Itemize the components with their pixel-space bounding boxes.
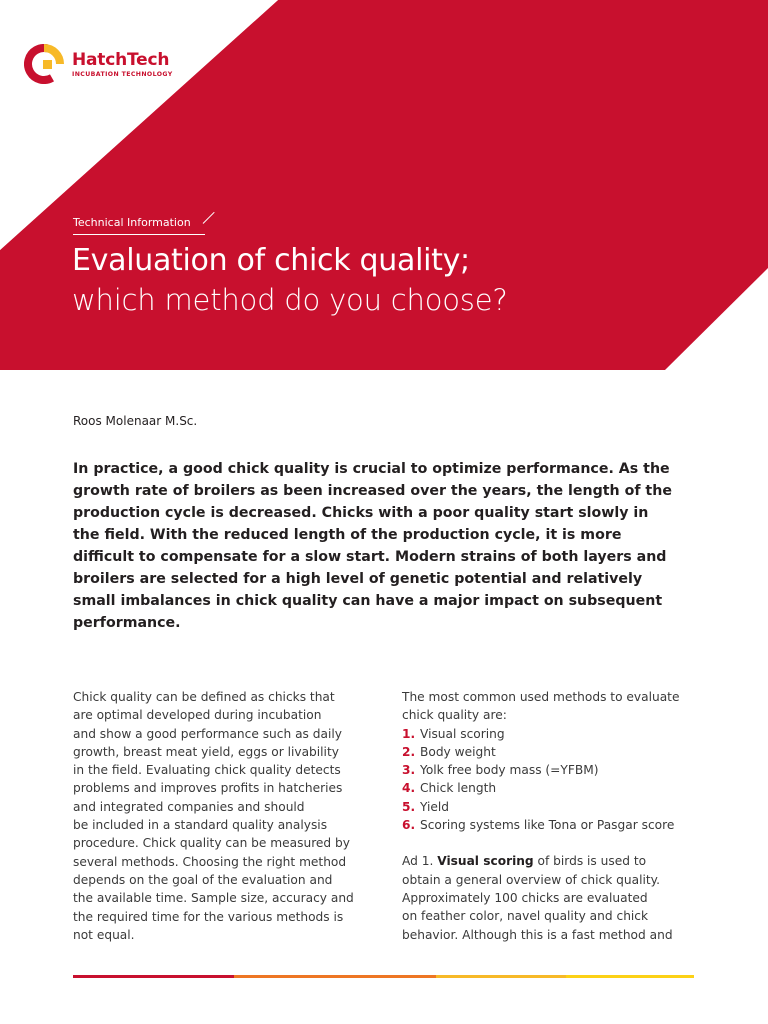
page-subtitle: which method do you choose?	[72, 283, 508, 317]
ad1-paragraph	[402, 852, 702, 943]
footer-segment-red	[73, 975, 234, 978]
author: Roos Molenaar M.Sc.	[73, 414, 198, 428]
list-number: 1.	[402, 726, 416, 741]
intro-paragraph: In practice, a good chick quality is crucial to optimize performance. As the growth rate of broilers as been increased over the years, the length of the production cycle is decreased. Chicks with a poor quality start slowly in the field. With the reduced length of the production cycle, it is more difficult to compensate for a slow start. Modern strains of both layers and broilers are selected for a high level of genetic potential and relatively small imbalances in chick quality can have a major impact on subsequent performance.	[73, 461, 672, 631]
text-line: procedure. Chick quality can be measured by	[73, 836, 350, 851]
text-line: several methods. Choosing the right method	[73, 854, 347, 869]
text-line: on feather color, navel quality and chick	[402, 909, 649, 924]
list-number: 5.	[402, 799, 416, 814]
text-line: chick quality are:	[402, 708, 507, 723]
list-item	[402, 816, 702, 834]
list-number: 6.	[402, 818, 416, 833]
hatchtech-logo-icon	[24, 44, 64, 84]
list-number: 4.	[402, 781, 416, 796]
list-number: 2.	[402, 744, 416, 759]
ad1-suffix: of birds is used to	[533, 854, 647, 869]
list-item	[402, 761, 702, 779]
text-line: depends on the goal of the evaluation and	[73, 872, 333, 887]
text-line: and integrated companies and should	[73, 799, 305, 814]
list-item	[402, 725, 702, 743]
section-underline	[73, 234, 205, 235]
footer-segment-yellow	[566, 975, 694, 978]
ad1-bold-term: Visual scoring	[437, 854, 534, 869]
text-line: problems and improves profits in hatcheries	[73, 781, 343, 796]
text-line: and show a good performance such as daily	[73, 726, 342, 741]
text-line: not equal.	[73, 927, 135, 942]
page-title: Evaluation of chick quality;	[72, 243, 470, 278]
brand-name: HatchTech	[72, 49, 170, 70]
footer-segment-orange	[234, 975, 436, 978]
footer-color-bar	[73, 975, 694, 978]
text-line: obtain a general overview of chick quality.	[402, 872, 660, 887]
footer-segment-amber	[436, 975, 566, 978]
right-column	[402, 688, 702, 944]
text-line: the required time for the various methods is	[73, 909, 344, 924]
list-item	[402, 779, 702, 797]
section-label: Technical Information	[73, 216, 191, 229]
list-label: Yield	[420, 799, 450, 814]
list-number: 3.	[402, 763, 416, 778]
ad1-prefix: Ad 1.	[402, 854, 438, 869]
text-line: in the field. Evaluating chick quality detects	[73, 763, 341, 778]
left-column	[73, 688, 373, 944]
brand-tagline: INCUBATION TECHNOLOGY	[72, 70, 173, 78]
list-label: Body weight	[420, 744, 496, 759]
text-line: behavior. Although this is a fast method and	[402, 927, 673, 942]
text-line: The most common used methods to evaluate	[402, 690, 680, 704]
list-item	[402, 798, 702, 816]
list-label: Scoring systems like Tona or Pasgar score	[420, 818, 675, 833]
text-line: Chick quality can be defined as chicks that	[73, 690, 335, 704]
text-line: growth, breast meat yield, eggs or livability	[73, 744, 339, 759]
text-line: Approximately 100 chicks are evaluated	[402, 890, 648, 905]
text-line: the available time. Sample size, accuracy and	[73, 891, 354, 906]
list-label: Chick length	[420, 781, 497, 796]
list-label: Visual scoring	[420, 726, 505, 741]
brand-logo	[24, 44, 173, 84]
list-label: Yolk free body mass (=YFBM)	[420, 763, 599, 778]
methods-list	[402, 725, 702, 835]
list-item	[402, 743, 702, 761]
text-line: be included in a standard quality analysis	[73, 818, 328, 833]
text-line: are optimal developed during incubation	[73, 708, 322, 723]
